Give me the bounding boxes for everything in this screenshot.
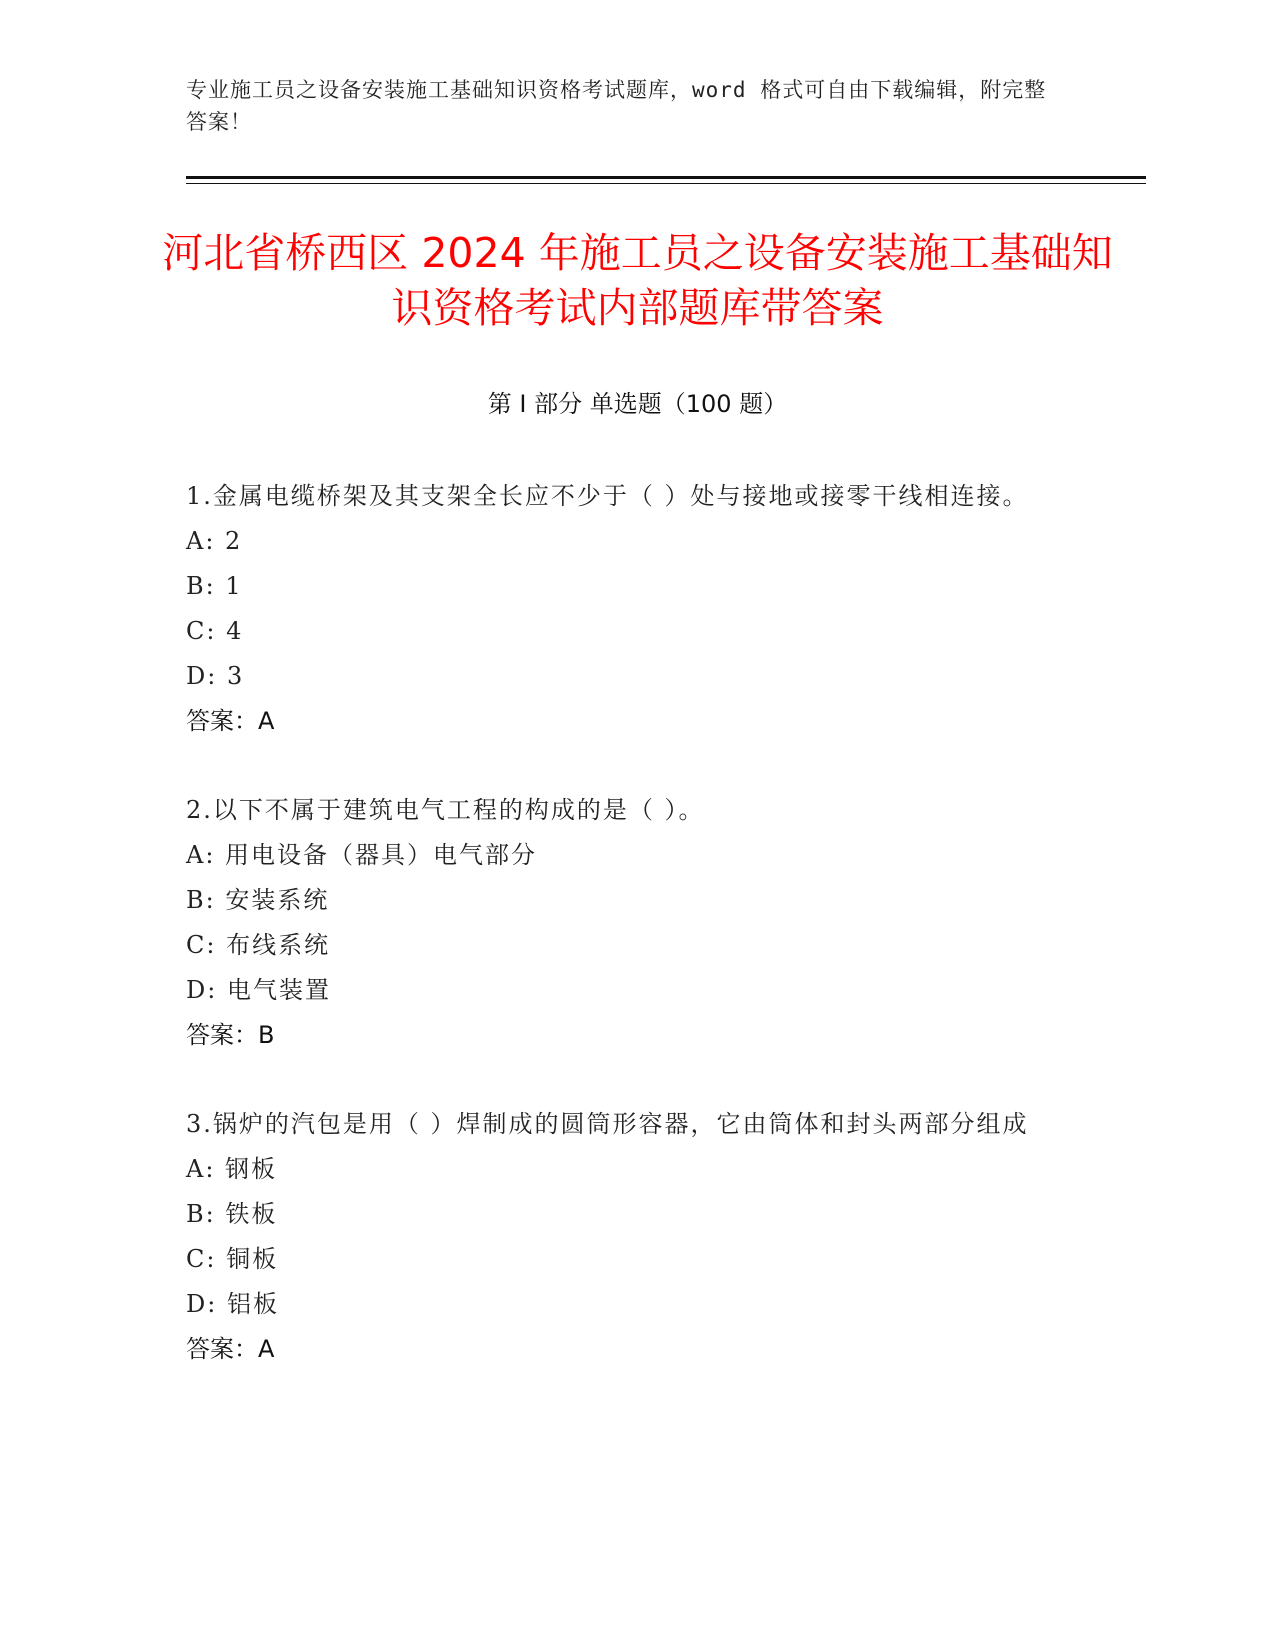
question-stem: 3.锅炉的汽包是用（ ）焊制成的圆筒形容器，它由筒体和封头两部分组成 <box>186 1110 1029 1138</box>
header-rule-thin <box>186 183 1146 184</box>
option-b: B: 1 <box>186 572 243 600</box>
question-stem: 1.金属电缆桥架及其支架全长应不少于（ ）处与接地或接零干线相连接。 <box>186 482 1029 510</box>
answer-line: 答案：A <box>186 1335 275 1363</box>
option-c: C: 铜板 <box>186 1245 279 1273</box>
option-c: C: 布线系统 <box>186 931 331 959</box>
option-d: D: 电气装置 <box>186 976 331 1004</box>
document-title: 河北省桥西区 2024 年施工员之设备安装施工基础知识资格考试内部题库带答案 <box>162 229 1113 332</box>
option-a: A: 用电设备（器具）电气部分 <box>186 841 538 869</box>
header-rule-thick <box>186 176 1146 179</box>
answer-line: 答案：A <box>186 707 275 735</box>
section-heading: 第 I 部分 单选题（100 题） <box>487 390 788 418</box>
option-b: B: 安装系统 <box>186 886 330 914</box>
question-1 <box>186 474 1086 744</box>
question-stem: 2.以下不属于建筑电气工程的构成的是（ ）。 <box>186 796 705 824</box>
question-list <box>186 474 1086 1416</box>
question-3 <box>186 1102 1086 1372</box>
option-c: C: 4 <box>186 617 244 645</box>
option-d: D: 3 <box>186 662 245 690</box>
option-a: A: 钢板 <box>186 1155 278 1183</box>
option-b: B: 铁板 <box>186 1200 278 1228</box>
answer-line: 答案：B <box>186 1021 275 1049</box>
header-note: 专业施工员之设备安装施工基础知识资格考试题库，word 格式可自由下载编辑，附完整答案！ <box>186 78 1047 134</box>
option-d: D: 铝板 <box>186 1290 279 1318</box>
option-a: A: 2 <box>186 527 243 555</box>
question-2 <box>186 788 1086 1058</box>
